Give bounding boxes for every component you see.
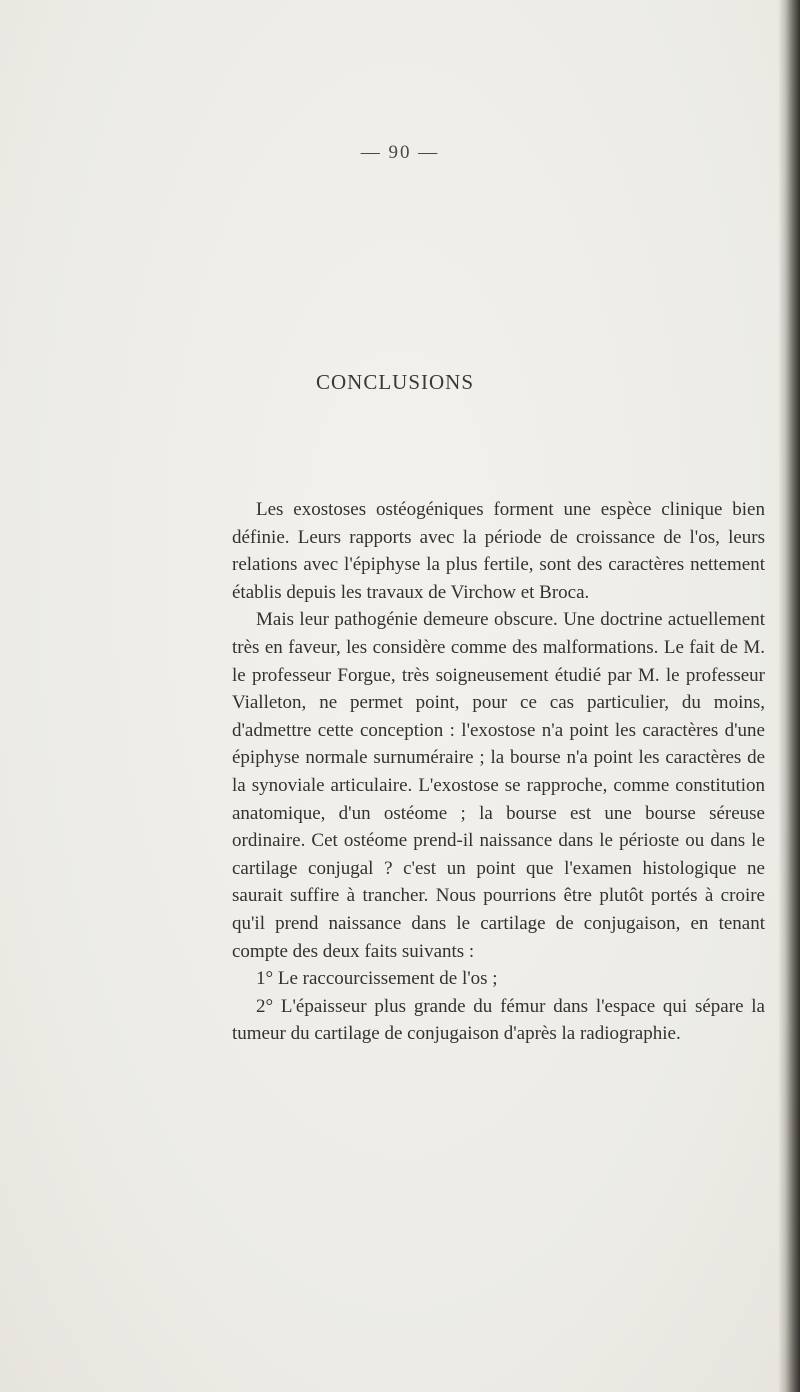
page-number: — 90 —	[360, 142, 440, 163]
list-item-second: 2° L'épaisseur plus grande du fémur dans l'espace qui sépare la tumeur du cartilage de conjugaison d'après la radiographie.	[232, 995, 765, 1045]
section-heading: CONCLUSIONS	[315, 370, 475, 394]
paragraph-intro: Les exostoses ostéogéniques forment une espèce clinique bien définie. Leurs rapports avec la période de croissance de l'os, leurs relations avec l'épiphyse la plus fertile, sont des caractères nettement établis depuis les travaux de Virchow et Broca.	[232, 499, 765, 603]
body-text	[232, 496, 765, 1048]
list-item-first: 1° Le raccourcissement de l'os ;	[256, 968, 498, 990]
paragraph-pathogenesis: Mais leur pathogénie demeure obscure. Une doctrine actuellement très en faveur, les considère comme des malformations. Le fait de M. le professeur Forgue, très soigneusement étudié par M. le professeur Vialleton, ne permet point, pour ce cas particulier, du moins, d'admettre cette conception : l'exostose n'a point les caractères d'une épiphyse normale surnuméraire ; la bourse n'a point les caractères de la synoviale articulaire. L'exostose se rapproche, comme constitution anatomique, d'un ostéome ; la bourse est une bourse séreuse ordinaire. Cet ostéome prend-il naissance dans le périoste ou dans le cartilage conjugal ? c'est un point que l'examen histologique ne saurait suffire à trancher. Nous pourrions être plutôt portés à croire qu'il prend naissance dans le cartilage de conjugaison, en tenant compte des deux faits suivants :	[232, 609, 765, 962]
page-edge-shadow	[778, 0, 800, 1392]
